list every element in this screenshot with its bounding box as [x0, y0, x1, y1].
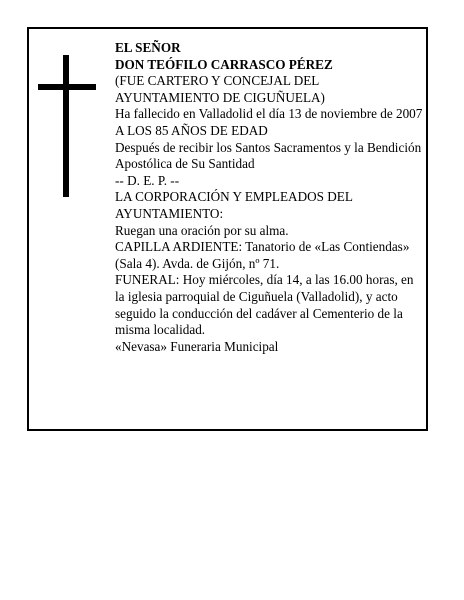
age-statement: A LOS 85 AÑOS DE EDAD	[115, 122, 268, 138]
notice-text	[115, 40, 425, 355]
funeral-home: «Nevasa» Funeraria Municipal	[115, 338, 279, 354]
notice-heading: EL SEÑOR	[115, 40, 181, 55]
death-statement: Ha fallecido en Valladolid el día 13 de noviembre de 2007	[115, 106, 423, 122]
prayer-request: Ruegan una oración por su alma.	[115, 222, 289, 238]
deceased-name: DON TEÓFILO CARRASCO PÉREZ	[115, 56, 333, 72]
funeral-info: FUNERAL: Hoy miércoles, día 14, a las 16.00 horas, en la iglesia parroquial de Ciguñuela (Valladolid), y acto seguido la conducción del cadáver al Cementerio de la misma localidad.	[115, 272, 414, 338]
cross-icon	[63, 55, 69, 197]
sacraments-statement: Después de recibir los Santos Sacramentos y la Bendición Apostólica de Su Santidad	[115, 139, 422, 172]
cross-icon-bar	[38, 84, 96, 90]
chapel-info: CAPILLA ARDIENTE: Tanatorio de «Las Contiendas» (Sala 4). Avda. de Gijón, nº 71.	[115, 239, 410, 271]
mourners-line: LA CORPORACIÓN Y EMPLEADOS DEL AYUNTAMIENTO:	[115, 189, 353, 221]
deceased-role: (FUE CARTERO Y CONCEJAL DEL AYUNTAMIENTO DE CIGUÑUELA)	[115, 73, 325, 105]
rip-line: -- D. E. P. --	[115, 172, 180, 188]
